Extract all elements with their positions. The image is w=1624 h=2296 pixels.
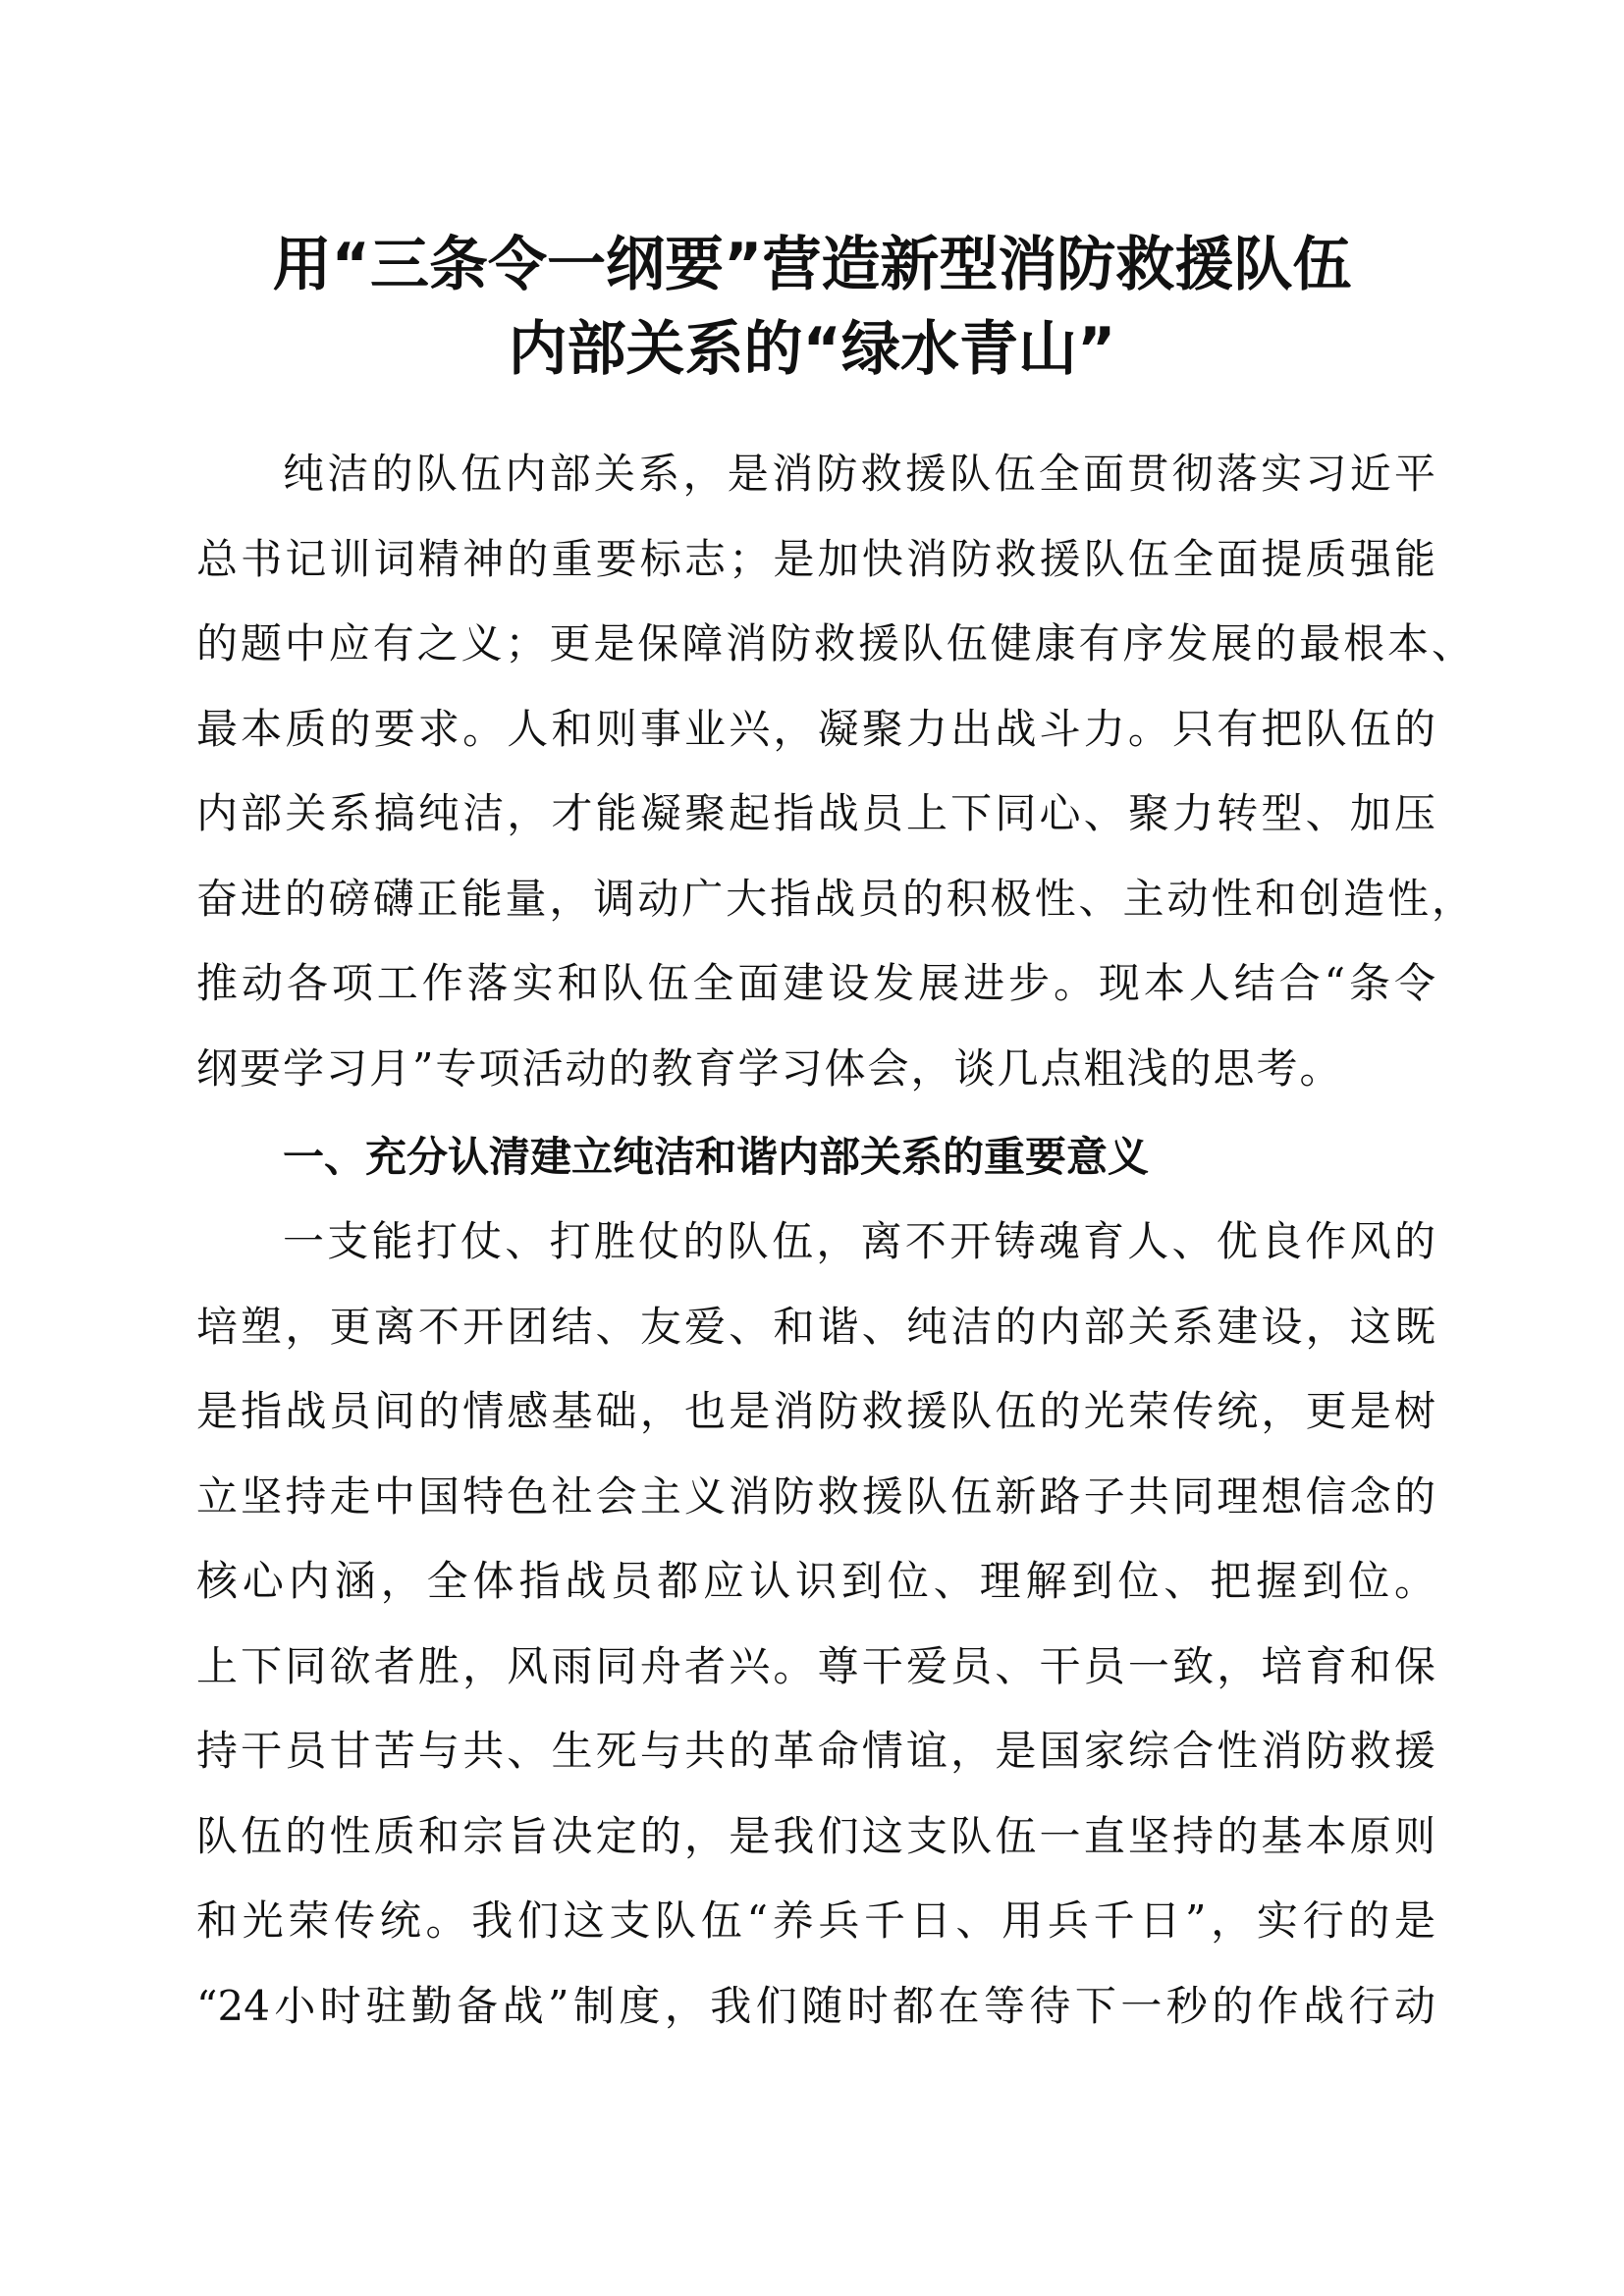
text-line: 持干员甘苦与共、生死与共的革命情谊，是国家综合性消防救援 xyxy=(196,1727,1435,1775)
text-line: 纯洁的队伍内部关系，是消防救援队伍全面贯彻落实习近平 xyxy=(283,450,1435,498)
text-line: 纲要学习月”专项活动的教育学习体会，谈几点粗浅的思考。 xyxy=(196,1044,1343,1093)
text-line: “24小时驻勤备战”制度，我们随时都在等待下一秒的作战行动 xyxy=(196,1982,1435,2030)
text-line: 总书记训词精神的重要标志；是加快消防救援队伍全面提质强能 xyxy=(196,535,1435,583)
text-line: 内部关系搞纯洁，才能凝聚起指战员上下同心、聚力转型、加压 xyxy=(196,789,1435,837)
text-line: 队伍的性质和宗旨决定的，是我们这支队伍一直坚持的基本原则 xyxy=(196,1812,1435,1860)
text-line: 和光荣传统。我们这支队伍“养兵千日、用兵千日”，实行的是 xyxy=(196,1896,1435,1945)
text-line: 立坚持走中国特色社会主义消防救援队伍新路子共同理想信念的 xyxy=(196,1472,1435,1521)
text-line: 是指战员间的情感基础，也是消防救援队伍的光荣传统，更是树 xyxy=(196,1387,1435,1435)
text-line: 推动各项工作落实和队伍全面建设发展进步。现本人结合“条令 xyxy=(196,959,1435,1007)
text-line: 上下同欲者胜，风雨同舟者兴。尊干爱员、干员一致，培育和保 xyxy=(196,1642,1435,1690)
text-line: 一支能打仗、打胜仗的队伍，离不开铸魂育人、优良作风的 xyxy=(283,1217,1435,1265)
text-line: 核心内涵，全体指战员都应认识到位、理解到位、把握到位。 xyxy=(196,1557,1435,1605)
document-title-line-1: 用“三条令一纲要”营造新型消防救援队伍 xyxy=(272,231,1352,299)
text-line: 培塑，更离不开团结、友爱、和谐、纯洁的内部关系建设，这既 xyxy=(196,1303,1435,1351)
document-title-line-2: 内部关系的“绿水青山” xyxy=(508,315,1116,384)
section-heading: 一、充分认清建立纯洁和谐内部关系的重要意义 xyxy=(283,1133,1150,1181)
text-line: 的题中应有之义；更是保障消防救援队伍健康有序发展的最根本、 xyxy=(196,619,1473,667)
text-line: 最本质的要求。人和则事业兴，凝聚力出战斗力。只有把队伍的 xyxy=(196,705,1435,753)
text-line: 奋进的磅礴正能量，调动广大指战员的积极性、主动性和创造性， xyxy=(196,875,1473,923)
